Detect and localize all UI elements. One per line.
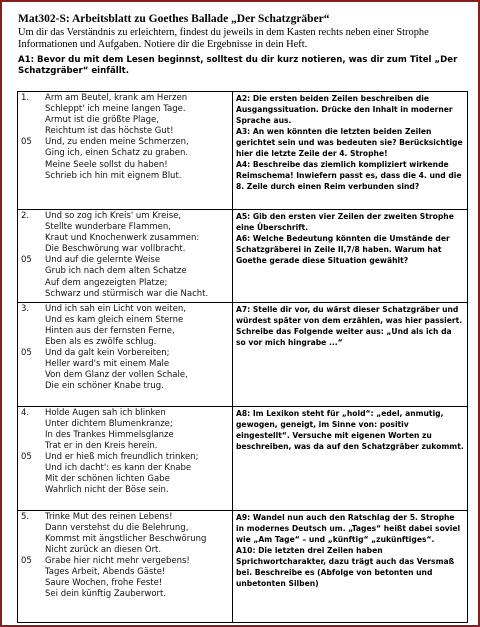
stanza-row	[18, 210, 468, 303]
verse-line	[21, 233, 229, 244]
verse-text: Kraut und Knochenwerk zusammen:	[45, 233, 200, 244]
stanza-tasks	[233, 406, 468, 510]
task-item: A6: Welche Bedeutung könnten die Umstände der Schatzgräberei in Zeile II,7/8 haben. Warum hat Goethe gerade diese Situation gewählt?	[236, 234, 450, 266]
verse-text: Tages Arbeit, Abends Gäste!	[45, 567, 166, 578]
task-item: A10: Die letzten drei Zeilen haben Sprichwortcharakter, dazu trägt auch das Versmaß bei. Beschreibe es (Abfolge von betonten und unbetonten Silben)	[236, 545, 455, 589]
stanza-table	[17, 91, 468, 623]
verse-line	[21, 556, 229, 567]
verse-text: Und so zog ich Kreis' um Kreise,	[45, 211, 182, 221]
verse-text: Von dem Glanz der vollen Schale,	[45, 370, 188, 381]
stanza-tasks	[233, 510, 468, 622]
line-number: 3.	[21, 303, 30, 314]
line-number	[21, 289, 45, 300]
verse-text: Stellte wunderbare Flammen,	[45, 222, 171, 233]
line-number	[21, 359, 45, 370]
verse-text: Holde Augen sah ich blinken	[45, 407, 166, 418]
line-number	[21, 160, 45, 171]
verse-line	[21, 512, 229, 523]
verse-text: Dann verstehst du die Belehrung,	[45, 522, 189, 533]
verse-line	[21, 408, 229, 419]
task-item: A4: Beschreibe das ziemlich kompliziert wirkende Reimschema! Inwiefern passt es, dass die 4. und die 8. Zeile durch einen Reim verbunden sind?	[236, 160, 462, 192]
stanza-text	[18, 302, 233, 406]
verse-line	[21, 463, 229, 474]
verse-line	[21, 104, 229, 115]
verse-line	[21, 211, 229, 222]
line-number	[21, 589, 45, 600]
line-number	[21, 244, 45, 255]
worksheet-header	[18, 12, 470, 78]
verse-line	[21, 534, 229, 545]
verse-text: Trat er in den Kreis herein.	[45, 441, 158, 452]
verse-line	[21, 244, 229, 255]
line-number	[21, 474, 45, 485]
line-number	[21, 545, 45, 556]
stanza-text	[18, 92, 233, 210]
verse-text: Hinten aus der fernsten Ferne,	[45, 325, 175, 336]
line-number: 05	[21, 348, 32, 359]
line-number	[21, 315, 45, 326]
line-number	[21, 326, 45, 337]
line-number	[21, 441, 45, 452]
verse-text: Reichtum ist das höchste Gut!	[45, 126, 174, 137]
verse-line	[21, 430, 229, 441]
line-number	[21, 115, 45, 126]
verse-text: Kommst mit ängstlicher Beschwörung	[45, 533, 207, 544]
verse-text: Und ich sah ein Licht von weiten,	[45, 303, 186, 314]
verse-line	[21, 137, 229, 148]
verse-text: Und auf die gelernte Weise	[45, 255, 161, 266]
verse-line	[21, 148, 229, 159]
verse-text: Grabe hier nicht mehr vergebens!	[45, 556, 190, 567]
verse-text: Meine Seele sollst du haben!	[45, 159, 168, 170]
verse-line	[21, 222, 229, 233]
stanza-text	[18, 210, 233, 303]
task-item: A5: Gib den ersten vier Zeilen der zweiten Strophe eine Überschrift.	[236, 212, 454, 233]
stanza-text	[18, 406, 233, 510]
verse-text: Armut ist die größte Plage,	[45, 115, 159, 126]
stanza-tasks	[233, 302, 468, 406]
worksheet-intro: Um dir das Verständnis zu erleichtern, findest du jeweils in dem Kasten rechts neben einer Strophe Informationen und Aufgaben. Notiere dir die Ergebnisse in dein Heft.	[18, 27, 429, 51]
verse-line	[21, 452, 229, 463]
task-item: A2: Die ersten beiden Zeilen beschreiben die Ausgangssituation. Drücke den Inhalt in moderner Sprache aus.	[236, 94, 453, 126]
verse-text: Und, zu enden meine Schmerzen,	[45, 137, 189, 148]
verse-text: Wahrlich nicht der Böse sein.	[45, 485, 169, 496]
verse-text: Grub ich nach dem alten Schatze	[45, 266, 187, 277]
task-item: A3: An wen könnten die letzten beiden Zeilen gerichtet sein und was bedeuten sie? Berücksichtige hier die letzte Zeile der 4. Strophe!	[236, 127, 463, 159]
line-number	[21, 523, 45, 534]
stanza-row	[18, 406, 468, 510]
line-number	[21, 222, 45, 233]
verse-text: Sei dein künftig Zauberwort.	[45, 589, 167, 600]
verse-line	[21, 326, 229, 337]
verse-line	[21, 337, 229, 348]
stanza-row	[18, 510, 468, 622]
worksheet-title: Mat302-S: Arbeitsblatt zu Goethes Ballade „Der Schatzgräber“	[18, 13, 330, 25]
verse-text: Eben als es zwölfe schlug.	[45, 337, 157, 348]
stanza-text	[18, 510, 233, 622]
line-number	[21, 233, 45, 244]
stanza-row	[18, 302, 468, 406]
line-number: 05	[21, 255, 32, 266]
verse-text: Schrieb ich hin mit eignem Blut.	[45, 170, 182, 181]
verse-text: Und er hieß mich freundlich trinken;	[45, 452, 199, 463]
verse-text: Heller ward's mit einem Male	[45, 359, 170, 370]
verse-text: Arm am Beutel, krank am Herzen	[45, 93, 188, 103]
verse-text: In des Trankes Himmelsglanze	[45, 429, 174, 440]
task-a1: A1: Bevor du mit dem Lesen beginnst, solltest du dir kurz notieren, was dir zum Titel „Der Schatzgräber“ einfällt.	[18, 54, 458, 77]
task-item: A9: Wandel nun auch den Ratschlag der 5. Strophe in modernes Deutsch um. „Tages“ heißt dabei soviel wie „Am Tage“ – und „künftig“ „zukünftiges“.	[236, 512, 461, 544]
line-number	[21, 104, 45, 115]
verse-text: Schleppt' ich meine langen Tage.	[45, 104, 186, 115]
stanza-tasks	[233, 210, 468, 303]
line-number: 5.	[21, 511, 30, 522]
line-number: 1.	[21, 93, 30, 103]
line-number: 4.	[21, 407, 30, 418]
verse-line	[21, 567, 229, 578]
line-number	[21, 534, 45, 545]
verse-line	[21, 93, 229, 104]
stanza-tasks	[233, 92, 468, 210]
verse-line	[21, 589, 229, 600]
verse-line	[21, 441, 229, 452]
line-number	[21, 485, 45, 496]
task-item: A8: Im Lexikon steht für „hold“: „edel, anmutig, gewogen, geneigt, im Sinne von: positiv eingestellt“. Versuche mit eigenen Worten zu beschreiben, was da auf den Schatzgräber zukommt.	[236, 408, 464, 451]
line-number	[21, 337, 45, 348]
verse-line	[21, 523, 229, 534]
verse-text: Schwarz und stürmisch war die Nacht.	[45, 288, 209, 299]
verse-line	[21, 278, 229, 289]
verse-text: Und es kam gleich einem Sterne	[45, 314, 184, 325]
verse-text: Auf dem angezeigten Platze;	[45, 277, 168, 288]
task-item: A7: Stelle dir vor, du wärst dieser Schatzgräber und würdest später von dem erzählen, was hier passiert. Schreibe das Folgende weiter aus: „Und als ich da so vor mich hingrabe ...“	[236, 304, 463, 347]
line-number	[21, 171, 45, 182]
line-number	[21, 381, 45, 392]
verse-text: Die ein schöner Knabe trug.	[45, 381, 164, 392]
verse-line	[21, 578, 229, 589]
line-number: 2.	[21, 211, 30, 221]
line-number	[21, 266, 45, 277]
stanza-row	[18, 92, 468, 210]
verse-line	[21, 171, 229, 182]
verse-line	[21, 419, 229, 430]
verse-line	[21, 485, 229, 496]
verse-line	[21, 370, 229, 381]
verse-text: Saure Wochen, frohe Feste!	[45, 578, 163, 589]
verse-line	[21, 381, 229, 392]
line-number	[21, 578, 45, 589]
line-number: 05	[21, 556, 32, 567]
verse-line	[21, 255, 229, 266]
verse-line	[21, 474, 229, 485]
verse-text: Mit der schönen lichten Gabe	[45, 474, 170, 485]
verse-text: Nicht zurück an diesen Ort.	[45, 545, 162, 556]
verse-line	[21, 289, 229, 300]
verse-line	[21, 115, 229, 126]
verse-line	[21, 126, 229, 137]
line-number	[21, 278, 45, 289]
line-number	[21, 148, 45, 159]
line-number	[21, 567, 45, 578]
verse-text: Und da galt kein Vorbereiten;	[45, 348, 170, 359]
verse-text: Die Beschwörung war vollbracht.	[45, 244, 186, 255]
line-number	[21, 463, 45, 474]
verse-text: Trinke Mut des reinen Lebens!	[45, 511, 173, 522]
verse-text: Unter dichtem Blumenkranze;	[45, 418, 173, 429]
line-number	[21, 419, 45, 430]
line-number: 05	[21, 137, 32, 148]
verse-line	[21, 359, 229, 370]
verse-line	[21, 348, 229, 359]
verse-line	[21, 304, 229, 315]
line-number: 05	[21, 452, 32, 463]
verse-text: Ging ich, einen Schatz zu graben.	[45, 148, 189, 159]
verse-line	[21, 315, 229, 326]
verse-line	[21, 545, 229, 556]
line-number	[21, 370, 45, 381]
verse-text: Und ich dacht': es kann der Knabe	[45, 463, 192, 474]
verse-line	[21, 266, 229, 277]
line-number	[21, 430, 45, 441]
line-number	[21, 126, 45, 137]
verse-line	[21, 160, 229, 171]
